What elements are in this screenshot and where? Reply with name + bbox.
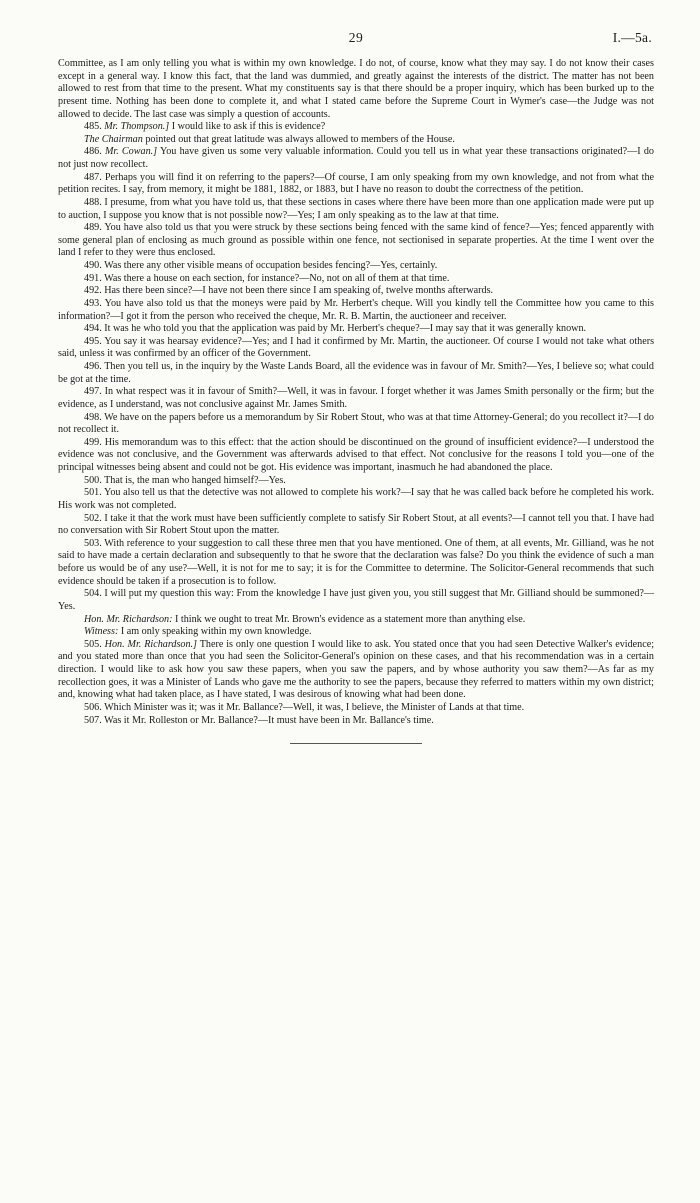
- paragraph: 494. It was he who told you that the application was paid by Mr. Herbert's cheque?—I may say that it was generally known.: [84, 323, 587, 335]
- speaker: Mr. Thompson.]: [104, 121, 170, 133]
- paragraph: 501. You also tell us that the detective was not allowed to complete his work?—I say that he was called back before he completed his work. His work was not completed.: [58, 487, 654, 511]
- paragraph: 487. Perhaps you will find it on referring to the papers?—Of course, I am only speaking from my own knowledge, and not from what the petition recites. I say, from memory, it might be 1881, 1882, or 1883, but I have no reason to doubt the correctness of the petition.: [58, 171, 655, 196]
- paragraph: 500. That is, the man who hanged himself?—Yes.: [84, 474, 286, 486]
- paragraph: 493. You have also told us that the moneys were paid by Mr. Herbert's cheque. Will you kindly tell the Committee how you came to this information?—I got it from the person who received the cheque, Mr. R. B. Martin, the auctioneer and receiver.: [58, 297, 654, 322]
- document-reference: I.—5a.: [612, 30, 652, 45]
- speaker: Witness:: [84, 626, 119, 638]
- paragraph: 492. Has there been since?—I have not been there since I am speaking of, twelve months afterwards.: [84, 285, 494, 297]
- paragraph: 502. I take it that the work must have been sufficiently complete to satisfy Sir Robert Stout, at all events?—I cannot tell you that. I have had no conversation with Sir Robert Stout upon the matter.: [58, 512, 655, 537]
- paragraph: 489. You have also told us that you were struck by these sections being fenced with the same kind of fence?—Yes; fenced apparently with some general plan of enclosing as much ground as possible within one fence, not sectionised in separate properties. At the time I went over the land I refer to they were thus enclosed.: [58, 222, 654, 259]
- paragraph: Committee, as I am only telling you what is within my own knowledge. I do not, of course, know what they may say. I do not know their cases except in a general way. I know this fact, that the land was dummied, and greatly against the interests of the district. The matter has not been allowed to rest from that time to the present. What my constituents say is that there should be a proper inquiry, which has been burked up to the present time. Nothing has been done to complete it, and what I stated came before the Supreme Court in Wymer's case—the Judge was not allowed to decide. The last case was simply a question of accounts.: [58, 58, 654, 120]
- paragraph: 496. Then you tell us, in the inquiry by the Waste Lands Board, all the evidence was in favour of Mr. Smith?—Yes, I believe so; what could be got at the time.: [58, 361, 654, 385]
- evidence-transcript: [58, 58, 654, 727]
- paragraph: 507. Was it Mr. Rolleston or Mr. Ballance?—It must have been in Mr. Ballance's time.: [84, 714, 434, 726]
- paragraph: 485. Mr. Thompson.] I would like to ask if this is evidence?: [84, 121, 326, 133]
- document-page: [58, 30, 654, 744]
- closing-rule: [290, 743, 422, 744]
- speaker: Hon. Mr. Richardson.]: [104, 638, 197, 650]
- paragraph: Witness: I am only speaking within my own knowledge.: [84, 626, 312, 638]
- paragraph: The Chairman pointed out that great latitude was always allowed to members of the House.: [84, 133, 455, 145]
- paragraph: 497. In what respect was it in favour of Smith?—Well, it was in favour. I forget whether it was James Smith personally or the firm; but the evidence, as I understand, was not conclusive against Mr. James Smith.: [58, 386, 654, 410]
- paragraph: 503. With reference to your suggestion to call these three men that you have mentioned. One of them, at all events, Mr. Gilliand, was he not said to have made a certain declaration and subsequently to that he swore that the declaration was false? Do you think the evidence of such a man before us would be of any use?—Well, it is not for me to say; it is for the Committee to determine. The Solicitor-General recommends that such evidence should be taken if a prosecution is to follow.: [58, 537, 654, 587]
- paragraph: 498. We have on the papers before us a memorandum by Sir Robert Stout, who was at that time Attorney-General; do you recollect it?—I do not recollect it.: [58, 411, 654, 436]
- paragraph: 488. I presume, from what you have told us, that these sections in cases where there have been more than one application made were put up to auction, I suppose you know that is not possible now?—Yes; I am only speaking as to the law at that time.: [58, 196, 654, 221]
- paragraph: Hon. Mr. Richardson: I think we ought to treat Mr. Brown's evidence as a statement more than anything else.: [84, 613, 526, 625]
- paragraph: 486. Mr. Cowan.] You have given us some very valuable information. Could you tell us in what year these transactions originated?—I do not just now recollect.: [58, 146, 654, 170]
- paragraph: 505. Hon. Mr. Richardson.] There is only one question I would like to ask. You stated once that you had seen Detective Walker's evidence; and you stated more than once that you had seen the Solicitor-General's opinion on these cases, and that his recommendation was in a certain direction. I would like to ask how you saw these papers, when you saw the papers, and by whose authority you saw them?—As far as my recollection goes, it was a Minister of Lands who gave me the authority to see the papers, because they referred to matters within my own district; and, knowing what had taken place, as I have stated, I was desirous of knowing what had been done.: [58, 638, 655, 701]
- speaker: Mr. Cowan.]: [104, 146, 158, 158]
- page-header: [58, 30, 654, 58]
- page-number: 29: [348, 30, 364, 45]
- paragraph: 504. I will put my question this way: From the knowledge I have just given you, you still suggest that Mr. Gilliand should be summoned?—Yes.: [58, 588, 655, 612]
- paragraph: 490. Was there any other visible means of occupation besides fencing?—Yes, certainly.: [84, 260, 438, 271]
- speaker: The Chairman: [84, 133, 143, 145]
- speaker: Hon. Mr. Richardson:: [84, 613, 173, 625]
- paragraph: 506. Which Minister was it; was it Mr. Ballance?—Well, it was, I believe, the Minister of Lands at that time.: [84, 701, 525, 713]
- paragraph: 495. You say it was hearsay evidence?—Yes; and I had it confirmed by Mr. Martin, the auctioneer. Of course I would not take what others said, unless it was confirmed by an officer of the Government.: [58, 335, 655, 360]
- paragraph: 499. His memorandum was to this effect: that the action should be discontinued on the ground of insufficient evidence?—I understood the evidence was not conclusive, and the Government was afterwards advised to that effect. Not conclusive for the reasons I told you—one of the principal witnesses being absent and could not be got. His evidence was important, inasmuch he had abandoned the place.: [58, 436, 654, 473]
- paragraph: 491. Was there a house on each section, for instance?—No, not on all of them at that time.: [84, 272, 450, 284]
